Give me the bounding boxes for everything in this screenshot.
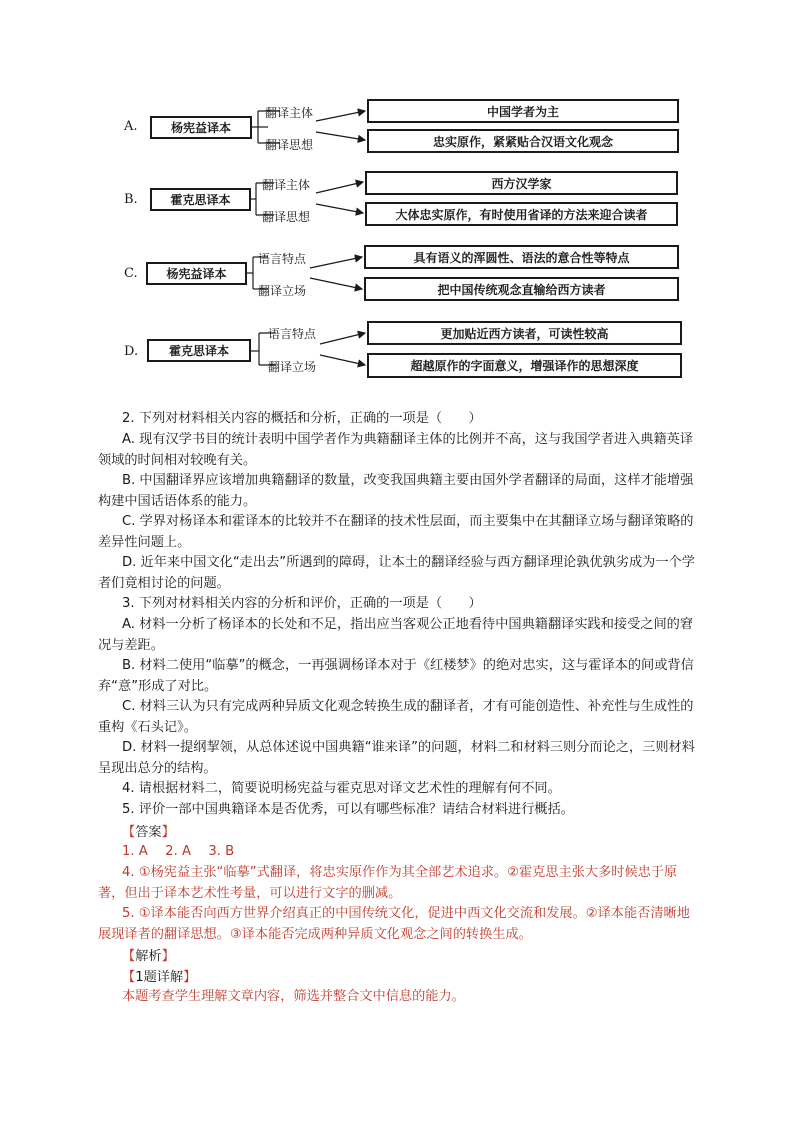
q2-option-b: B. 中国翻译界应该增加典籍翻译的数量，改变我国典籍主要由国外学者翻译的局面，这样才能增强构建中国话语体系的能力。 [98,473,694,509]
option-a-text1-box: 中国学者为主 [367,99,679,123]
answer-heading: 【答案】 [122,825,175,840]
analysis-text: 本题考查学生理解文章内容，筛选并整合文中信息的能力。 [122,989,465,1004]
q2-option-a: A. 现有汉学书目的统计表明中国学者作为典籍翻译主体的比例并不高，这与我国学者进入典籍英译领域的时间相对较晚有关。 [98,432,694,468]
option-a-letter: A. [124,119,138,134]
option-c-text1-box: 具有语义的浑圆性、语法的意合性等特点 [364,245,679,269]
option-b-label1: 翻译主体 [262,178,311,192]
analysis-subheading: 【1题详解】 [122,970,197,985]
option-b-text1-box: 西方汉学家 [365,171,678,195]
option-c-text2-box: 把中国传统观念直输给西方读者 [364,277,679,301]
option-c-source-box: 杨宪益译本 [146,262,247,285]
option-d-text1-box: 更加贴近西方读者，可读性较高 [367,321,682,345]
q5-text: 5. 评价一部中国典籍译本是否优秀，可以有哪些标准？请结合材料进行概括。 [122,802,574,817]
q2-option-d: D. 近年来中国文化“走出去”所遇到的障碍，让本土的翻译经验与西方翻译理论孰优孰劣成为一个学者们竟相讨论的问题。 [98,555,695,591]
option-d-letter: D. [124,344,139,359]
q3-option-d: D. 材料一提纲挈领，从总体述说中国典籍“谁来译”的问题，材料二和材料三则分而论之，三则材料呈现出总分的结构。 [98,740,695,776]
option-d-label2: 翻译立场 [268,360,317,374]
answer-q5: 5. ①译本能否向西方世界介绍真正的中国传统文化，促进中西文化交流和发展。②译本能否清晰地展现译者的翻译思想。③译本能否完成两种异质文化观念之间的转换生成。 [98,906,690,942]
q2-stem: 2. 下列对材料相关内容的概括和分析，正确的一项是（ ） [122,411,482,426]
q3-option-b: B. 材料二使用“临摹”的概念，一再强调杨译本对于《红楼梦》的绝对忠实，这与霍译本的间或背信弃“意”形成了对比。 [98,658,694,694]
option-b-label2: 翻译思想 [262,210,311,224]
answer-q4: 4. ①杨宪益主张“临摹”式翻译，将忠实原作作为其全部艺术追求。②霍克思主张大多时候忠于原著，但出于译本艺术性考量，可以进行文字的删减。 [98,865,678,901]
option-b-source-box: 霍克思译本 [150,188,251,211]
option-c-label2: 翻译立场 [258,284,307,298]
option-c-letter: C. [124,266,138,281]
option-b-letter: B. [124,192,138,207]
option-d-label1: 语言特点 [268,327,317,341]
option-d-source-box: 霍克思译本 [147,339,251,362]
option-a-label1: 翻译主体 [265,106,314,120]
option-a-text2-box: 忠实原作，紧紧贴合汉语文化观念 [367,129,679,153]
option-d-text2-box: 超越原作的字面意义，增强译作的思想深度 [367,353,682,378]
option-a-label2: 翻译思想 [265,138,314,152]
q2-option-c: C. 学界对杨译本和霍译本的比较并不在翻译的技术性层面，而主要集中在其翻译立场与翻译策略的差异性问题上。 [98,514,694,550]
answer-choices: 1. A 2. A 3. B [122,844,235,859]
q3-option-a: A. 材料一分析了杨译本的长处和不足，指出应当客观公正地看待中国典籍翻译实践和接受之间的窘况与差距。 [98,617,694,653]
analysis-heading: 【解析】 [122,949,175,964]
q3-stem: 3. 下列对材料相关内容的分析和评价，正确的一项是（ ） [122,596,482,611]
option-a-source-box: 杨宪益译本 [150,116,252,139]
option-c-label1: 语言特点 [258,252,307,266]
option-b-text2-box: 大体忠实原作，有时使用省译的方法来迎合读者 [365,202,678,226]
q4-text: 4. 请根据材料二，简要说明杨宪益与霍克思对译文艺术性的理解有何不同。 [122,781,561,796]
q3-option-c: C. 材料三认为只有完成两种异质文化观念转换生成的翻译者，才有可能创造性、补充性与生成性的重构《石头记》。 [98,699,694,735]
